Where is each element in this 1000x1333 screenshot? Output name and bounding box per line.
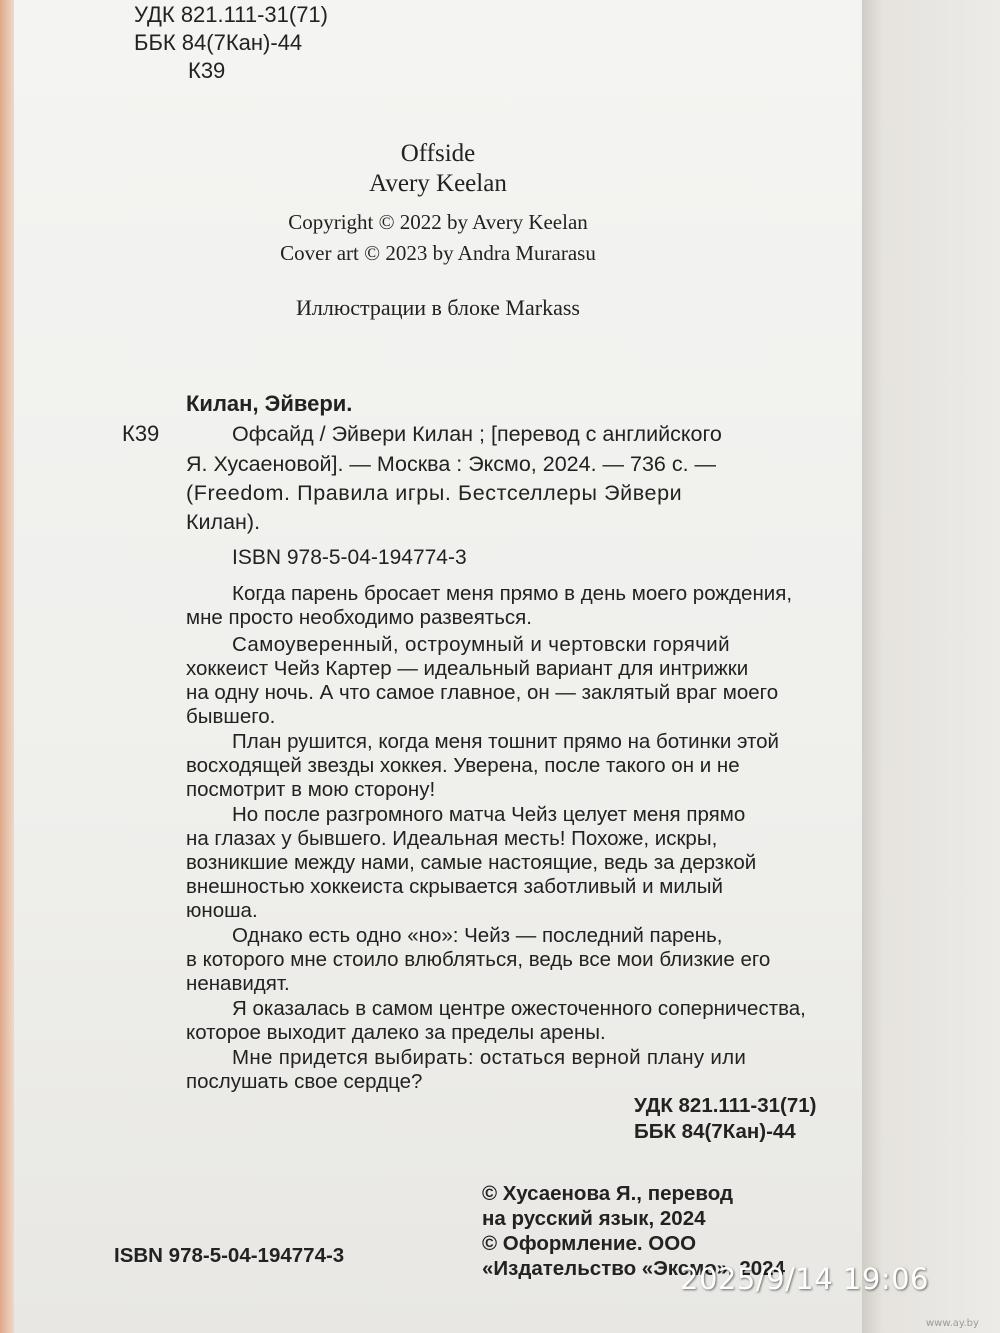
ann-p1-l2: мне просто необходимо развеяться. <box>186 606 532 629</box>
book-page <box>14 0 862 1333</box>
isbn-footer: ISBN 978-5-04-194774-3 <box>114 1244 345 1267</box>
ann-p3-l2: восходящей звезды хоккея. Уверена, после такого он и не <box>186 754 740 777</box>
ann-p6-l1: Я оказалась в самом центре ожесточенного соперничества, <box>232 997 806 1020</box>
ann-p3-l1: План рушится, когда меня тошнит прямо на ботинки этой <box>232 730 779 753</box>
catalog-mark: К39 <box>122 421 160 446</box>
cover-art-line: Cover art © 2023 by Andra Murarasu <box>280 241 596 265</box>
copyright-design-l1: © Оформление. ООО <box>482 1232 697 1255</box>
photo-timestamp: 2025/9/14 19:06 <box>680 1262 929 1296</box>
udk-footer: УДК 821.111-31(71) <box>634 1094 817 1117</box>
ann-p7-l2: послушать свое сердце? <box>186 1070 423 1093</box>
ann-p4-l3: возникшие между нами, самые настоящие, ведь за дерзкой <box>186 851 757 874</box>
bbk-header: ББК 84(7Кан)-44 <box>134 30 303 55</box>
ann-p3-l3: посмотрит в мою сторону! <box>186 778 436 801</box>
copyright-translation-l2: на русский язык, 2024 <box>482 1207 706 1230</box>
ann-p2-l1: Самоуверенный, остроумный и чертовски горячий <box>232 633 731 656</box>
bib-line-4: Килан). <box>186 510 261 534</box>
copyright-translation-l1: © Хусаенова Я., перевод <box>482 1182 734 1205</box>
site-watermark: www.ay.by <box>926 1318 979 1329</box>
ann-p6-l2: которое выходит далеко за пределы арены. <box>186 1021 606 1044</box>
ann-p5-l3: ненавидят. <box>186 972 290 995</box>
bib-line-1: Офсайд / Эйвери Килан ; [перевод с английского <box>232 422 722 446</box>
right-page-stack <box>862 0 1000 1333</box>
ann-p4-l2: на глазах у бывшего. Идеальная месть! Похоже, искры, <box>186 827 718 850</box>
ann-p4-l1: Но после разгромного матча Чейз целует меня прямо <box>232 803 746 826</box>
original-title: Offside <box>400 140 476 167</box>
copyright-design-l2: «Издательство «Эксмо», 2024 <box>482 1257 785 1280</box>
original-author: Avery Keelan <box>369 170 507 197</box>
ann-p4-l4: внешностью хоккеиста скрывается заботливый и милый <box>186 875 723 898</box>
ann-p7-l1: Мне придется выбирать: остаться верной плану или <box>232 1046 747 1069</box>
bib-line-2: Я. Хусаеновой]. — Москва : Эксмо, 2024. — 736 с. — <box>186 452 717 476</box>
ann-p1-l1: Когда парень бросает меня прямо в день моего рождения, <box>232 582 793 605</box>
ann-p4-l5: юноша. <box>186 899 258 922</box>
udk-header: УДК 821.111-31(71) <box>134 2 328 27</box>
illustrations-credit: Иллюстрации в блоке Markass <box>296 295 580 320</box>
copyright-line: Copyright © 2022 by Avery Keelan <box>288 210 588 234</box>
ann-p2-l4: бывшего. <box>186 705 276 728</box>
bib-line-3: (Freedom. Правила игры. Бестселлеры Эйвери <box>186 481 683 505</box>
ann-p2-l3: на одну ночь. А что самое главное, он — заклятый враг моего <box>186 681 779 704</box>
author-mark-header: К39 <box>188 58 226 83</box>
author-heading: Килан, Эйвери. <box>186 391 353 416</box>
ann-p5-l2: в которого мне стоило влюбляться, ведь все мои близкие его <box>186 948 771 971</box>
ann-p5-l1: Однако есть одно «но»: Чейз — последний парень, <box>232 924 723 947</box>
bib-isbn: ISBN 978-5-04-194774-3 <box>232 546 467 569</box>
ann-p2-l2: хоккеист Чейз Картер — идеальный вариант для интрижки <box>186 657 749 680</box>
bbk-footer: ББК 84(7Кан)-44 <box>634 1120 796 1143</box>
